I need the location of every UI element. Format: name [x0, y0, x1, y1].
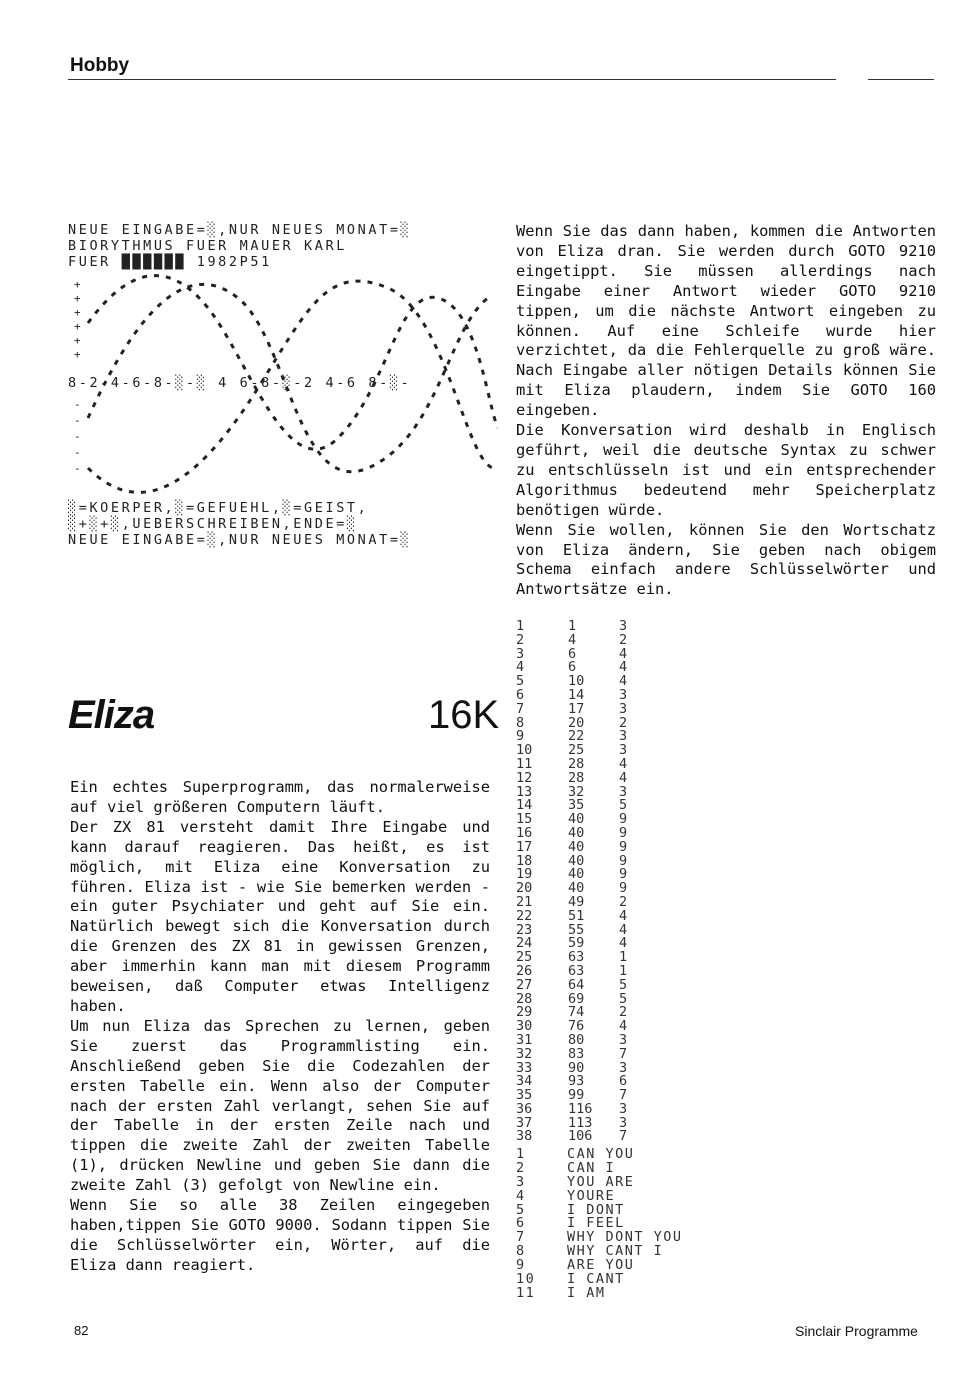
table-cell: 63	[568, 949, 585, 966]
table-cell: 12	[516, 769, 533, 786]
table-row	[516, 1045, 656, 1062]
keyword-text: CAN YOU	[567, 1146, 635, 1162]
paragraph: Wenn Sie wollen, können Sie den Wortschatz von Eliza ändern, Sie geben nach obigem Schema einfach andere Schlüsselwörter und Antwortsätze ein.	[516, 520, 936, 599]
table-cell: 83	[568, 1045, 585, 1062]
header-rule-short	[868, 79, 934, 80]
table-cell: 3	[619, 700, 628, 717]
table-cell: 40	[568, 838, 585, 855]
keyword-text: ARE YOU	[567, 1257, 635, 1274]
table-row	[516, 675, 656, 689]
paragraph: Wenn Sie so alle 38 Zeilen eingegeben haben,tippen Sie GOTO 9000. Sodann tippen Sie die Schlüsselwörter ein, Wörter, auf die Eliza dann reagiert.	[70, 1196, 490, 1274]
keyword-row	[516, 1273, 776, 1287]
keyword-table	[516, 1148, 776, 1301]
table-cell: 4	[619, 659, 628, 676]
table-cell: 116	[568, 1100, 593, 1117]
table-cell: 4	[619, 673, 628, 690]
table-row	[516, 755, 656, 772]
keyword-number: 9	[516, 1257, 526, 1274]
svg-text:-: -	[74, 398, 81, 411]
table-cell: 3	[619, 686, 628, 703]
table-cell: 7	[619, 1045, 628, 1062]
table-cell: 69	[568, 990, 585, 1007]
publication-name: Sinclair Programme	[795, 1323, 918, 1339]
table-cell: 6	[568, 659, 577, 676]
article-right-column	[516, 222, 936, 600]
code-number-table	[516, 620, 656, 1144]
table-cell: 16	[516, 824, 533, 841]
table-cell: 27	[516, 976, 533, 993]
table-cell: 55	[568, 921, 585, 938]
table-cell: 40	[568, 866, 585, 883]
table-cell: 7	[619, 1087, 628, 1104]
table-cell: 40	[568, 811, 585, 828]
table-cell: 64	[568, 976, 585, 993]
paragraph: Die Konversation wird deshalb in Englisch geführt, weil die deutsche Syntax zu schwer zu entschlüsseln ist und ein entsprechender Algorithmus bedeutend mehr Speicherplatz benötigen würde.	[516, 421, 936, 519]
svg-text:+: +	[74, 306, 81, 319]
table-cell: 9	[619, 811, 628, 828]
table-cell: 1	[516, 618, 525, 634]
table-cell: 6	[619, 1073, 628, 1090]
table-cell: 37	[516, 1114, 533, 1131]
table-cell: 4	[619, 1018, 628, 1035]
table-cell: 4	[619, 935, 628, 952]
table-cell: 4	[619, 755, 628, 772]
table-cell: 14	[568, 686, 585, 703]
table-cell: 93	[568, 1073, 585, 1090]
table-cell: 113	[568, 1114, 593, 1131]
keyword-row	[516, 1148, 776, 1162]
keyword-text: WHY DONT YOU	[567, 1229, 683, 1246]
table-cell: 17	[516, 838, 533, 855]
keyword-number: 1	[516, 1146, 526, 1162]
memory-requirement: 16K	[428, 693, 500, 737]
page-number: 82	[74, 1323, 89, 1338]
table-cell: 29	[516, 1004, 533, 1021]
table-cell: 4	[619, 921, 628, 938]
keyword-text: I CANT	[567, 1271, 625, 1288]
table-cell: 9	[619, 838, 628, 855]
table-cell: 4	[568, 631, 577, 648]
table-cell: 15	[516, 811, 533, 828]
svg-text:-: -	[74, 414, 81, 427]
svg-text:+: +	[74, 320, 81, 333]
table-cell: 28	[516, 990, 533, 1007]
keyword-text: WHY CANT I	[567, 1243, 664, 1260]
article-title: Eliza	[68, 693, 155, 737]
keyword-row	[516, 1245, 776, 1259]
table-cell: 6	[516, 686, 525, 703]
table-row	[516, 1059, 656, 1076]
table-cell: 22	[568, 728, 585, 745]
svg-text:-: -	[74, 430, 81, 443]
table-cell: 9	[619, 852, 628, 869]
table-cell: 6	[568, 645, 577, 662]
table-cell: 2	[619, 1004, 628, 1021]
table-cell: 1	[619, 949, 628, 966]
table-row	[516, 1020, 656, 1034]
table-row	[516, 976, 656, 993]
printout-line: NEUE EINGABE=░,NUR NEUES MONAT=░	[68, 532, 412, 548]
table-row	[516, 990, 656, 1007]
table-cell: 4	[516, 659, 525, 676]
table-row	[516, 620, 656, 634]
table-cell: 7	[619, 1128, 628, 1145]
table-cell: 74	[568, 1004, 585, 1021]
table-cell: 4	[619, 907, 628, 924]
table-cell: 59	[568, 935, 585, 952]
table-cell: 63	[568, 962, 585, 979]
table-cell: 11	[516, 755, 533, 772]
table-row	[516, 645, 656, 662]
table-cell: 31	[516, 1031, 533, 1048]
table-cell: 36	[516, 1100, 533, 1117]
table-cell: 40	[568, 824, 585, 841]
table-row	[516, 868, 656, 882]
keyword-row	[516, 1284, 776, 1301]
printout-line: BIORYTHMUS FUER MAUER KARL	[68, 238, 347, 254]
printout-line: NEUE EINGABE=░,NUR NEUES MONAT=░	[68, 222, 412, 238]
biorhythm-printout	[68, 218, 498, 548]
table-cell: 10	[516, 742, 533, 759]
table-cell: 3	[619, 742, 628, 759]
keyword-text: I DONT	[567, 1201, 625, 1218]
table-row	[516, 893, 656, 910]
table-cell: 80	[568, 1031, 585, 1048]
table-row	[516, 744, 656, 758]
table-cell: 24	[516, 935, 533, 952]
paragraph: Der ZX 81 versteht damit Ihre Eingabe und kann darauf reagieren. Das heißt, es ist möglich, mit Eliza eine Konversation zu führen. Eliza ist - wie Sie bemerken werden - ein guter Psychiater und geht auf Sie ein. Natürlich bewegt sich die Konversation durch die Grenzen des ZX 81 in gewissen Grenzen, aber immerhin kann man mit diesem Programm beweisen, daß Computer etwas Intelligenz haben.	[70, 817, 490, 1015]
table-row	[516, 769, 656, 786]
table-cell: 30	[516, 1018, 533, 1035]
table-cell: 35	[516, 1087, 533, 1104]
table-cell: 32	[516, 1045, 533, 1062]
table-row	[516, 962, 656, 979]
keyword-number: 8	[516, 1243, 526, 1260]
section-label: Hobby	[70, 55, 130, 76]
table-cell: 33	[516, 1059, 533, 1076]
table-cell: 21	[516, 893, 533, 910]
table-cell: 20	[568, 714, 585, 731]
table-row	[516, 852, 656, 869]
keyword-row	[516, 1187, 776, 1204]
table-cell: 3	[619, 1100, 628, 1117]
table-cell: 32	[568, 783, 585, 800]
keyword-row	[516, 1201, 776, 1218]
table-cell: 38	[516, 1128, 533, 1145]
keyword-number: 2	[516, 1159, 526, 1176]
table-cell: 8	[516, 714, 525, 731]
table-cell: 3	[619, 618, 628, 634]
table-cell: 2	[619, 893, 628, 910]
table-cell: 13	[516, 783, 533, 800]
table-cell: 40	[568, 852, 585, 869]
table-cell: 35	[568, 797, 585, 814]
keyword-row	[516, 1259, 776, 1273]
svg-text:-: -	[74, 446, 81, 459]
table-cell: 23	[516, 921, 533, 938]
table-row	[516, 783, 656, 800]
table-row	[516, 951, 656, 965]
table-cell: 76	[568, 1018, 585, 1035]
table-cell: 34	[516, 1073, 533, 1090]
table-cell: 4	[619, 645, 628, 662]
table-cell: 4	[619, 769, 628, 786]
svg-text:+: +	[74, 278, 81, 291]
table-cell: 26	[516, 962, 533, 979]
keyword-text: CAN I	[567, 1159, 616, 1176]
table-cell: 51	[568, 907, 585, 924]
table-cell: 17	[568, 700, 585, 717]
table-row	[516, 824, 656, 841]
table-cell: 90	[568, 1059, 585, 1076]
table-cell: 28	[568, 769, 585, 786]
table-row	[516, 714, 656, 731]
table-cell: 1	[568, 618, 577, 634]
table-cell: 9	[619, 866, 628, 883]
keyword-number: 6	[516, 1215, 526, 1232]
table-row	[516, 1006, 656, 1020]
table-cell: 10	[568, 673, 585, 690]
header-rule	[68, 79, 836, 80]
table-cell: 14	[516, 797, 533, 814]
table-cell: 2	[619, 714, 628, 731]
table-row	[516, 921, 656, 938]
paragraph: Ein echtes Superprogramm, das normalerweise auf viel größeren Computern läuft.	[70, 778, 490, 816]
table-cell: 9	[619, 824, 628, 841]
svg-text:+: +	[74, 292, 81, 305]
table-row	[516, 730, 656, 744]
table-cell: 25	[568, 742, 585, 759]
table-cell: 2	[516, 631, 525, 648]
paragraph: Um nun Eliza das Sprechen zu lernen, geben Sie zuerst das Programmlisting ein. Anschließend geben Sie die Codezahlen der ersten Tabelle ein. Wenn also der Computer nach der ersten Zahl verlangt, sehen Sie auf der Tabelle in der ersten Zeile nach und tippen die zweite Zahl der zweiten Tabelle (1), drücken Newline und geben Sie dann die zweite Zahl (3) gefolgt von Newline ein.	[70, 1016, 490, 1195]
printout-line: FUER ██████ 1982P51	[68, 254, 272, 270]
keyword-row	[516, 1173, 776, 1190]
table-cell: 25	[516, 949, 533, 966]
table-cell: 3	[619, 1114, 628, 1131]
article-left-column	[70, 778, 490, 1276]
table-row	[516, 1130, 656, 1144]
table-cell: 3	[619, 1031, 628, 1048]
table-row	[516, 686, 656, 703]
printout-line: ░+░+░,UEBERSCHREIBEN,ENDE=░	[68, 516, 358, 532]
table-row	[516, 937, 656, 951]
table-cell: 20	[516, 880, 533, 897]
table-row	[516, 700, 656, 717]
table-row	[516, 813, 656, 827]
table-cell: 106	[568, 1128, 593, 1145]
keyword-number: 11	[516, 1284, 536, 1301]
table-cell: 49	[568, 893, 585, 910]
table-cell: 1	[619, 962, 628, 979]
svg-text:-: -	[74, 462, 81, 475]
keyword-text: I AM	[567, 1284, 606, 1301]
keyword-number: 3	[516, 1173, 526, 1190]
table-cell: 19	[516, 866, 533, 883]
table-cell: 5	[619, 990, 628, 1007]
table-cell: 22	[516, 907, 533, 924]
table-cell: 28	[568, 755, 585, 772]
keyword-number: 10	[516, 1271, 536, 1288]
table-cell: 9	[619, 880, 628, 897]
table-cell: 99	[568, 1087, 585, 1104]
table-row	[516, 631, 656, 648]
keyword-text: I FEEL	[567, 1215, 625, 1232]
printout-axis: 8-2-4-6-8-░-░ 4 6-8-░-2 4-6 8-░-	[68, 375, 412, 391]
table-row	[516, 838, 656, 855]
paragraph: Wenn Sie das dann haben, kommen die Antworten von Eliza dran. Sie werden durch GOTO 9210 eingetippt. Sie müssen allerdings nach Eingabe einer Antwort wieder GOTO 9210 tippen, um die nächste Antwort eingeben zu können. Auf eine Schleife wurde hier verzichtet, da die Fehlerquelle zu groß wäre. Nach Eingabe aller nötigen Details können Sie mit Eliza plaudern, indem Sie GOTO 160 eingeben.	[516, 222, 936, 420]
keyword-number: 5	[516, 1201, 526, 1218]
keyword-row	[516, 1159, 776, 1176]
table-cell: 5	[619, 976, 628, 993]
svg-text:+: +	[74, 334, 81, 347]
table-cell: 5	[516, 673, 525, 690]
svg-text:+: +	[74, 348, 81, 361]
table-cell: 5	[619, 797, 628, 814]
table-cell: 7	[516, 700, 525, 717]
table-row	[516, 1075, 656, 1089]
table-cell: 18	[516, 852, 533, 869]
printout-line: ░=KOERPER,░=GEFUEHL,░=GEIST,	[68, 500, 369, 516]
table-row	[516, 661, 656, 675]
table-cell: 3	[516, 645, 525, 662]
keyword-text: YOU ARE	[567, 1173, 635, 1190]
table-cell: 3	[619, 783, 628, 800]
table-cell: 2	[619, 631, 628, 648]
keyword-number: 7	[516, 1229, 526, 1246]
table-cell: 3	[619, 1059, 628, 1076]
table-row	[516, 882, 656, 896]
table-row	[516, 799, 656, 813]
keyword-number: 4	[516, 1187, 526, 1204]
table-cell: 9	[516, 728, 525, 745]
table-cell: 40	[568, 880, 585, 897]
table-cell: 3	[619, 728, 628, 745]
table-row	[516, 907, 656, 924]
table-row	[516, 1031, 656, 1048]
keyword-text: YOURE	[567, 1187, 616, 1204]
